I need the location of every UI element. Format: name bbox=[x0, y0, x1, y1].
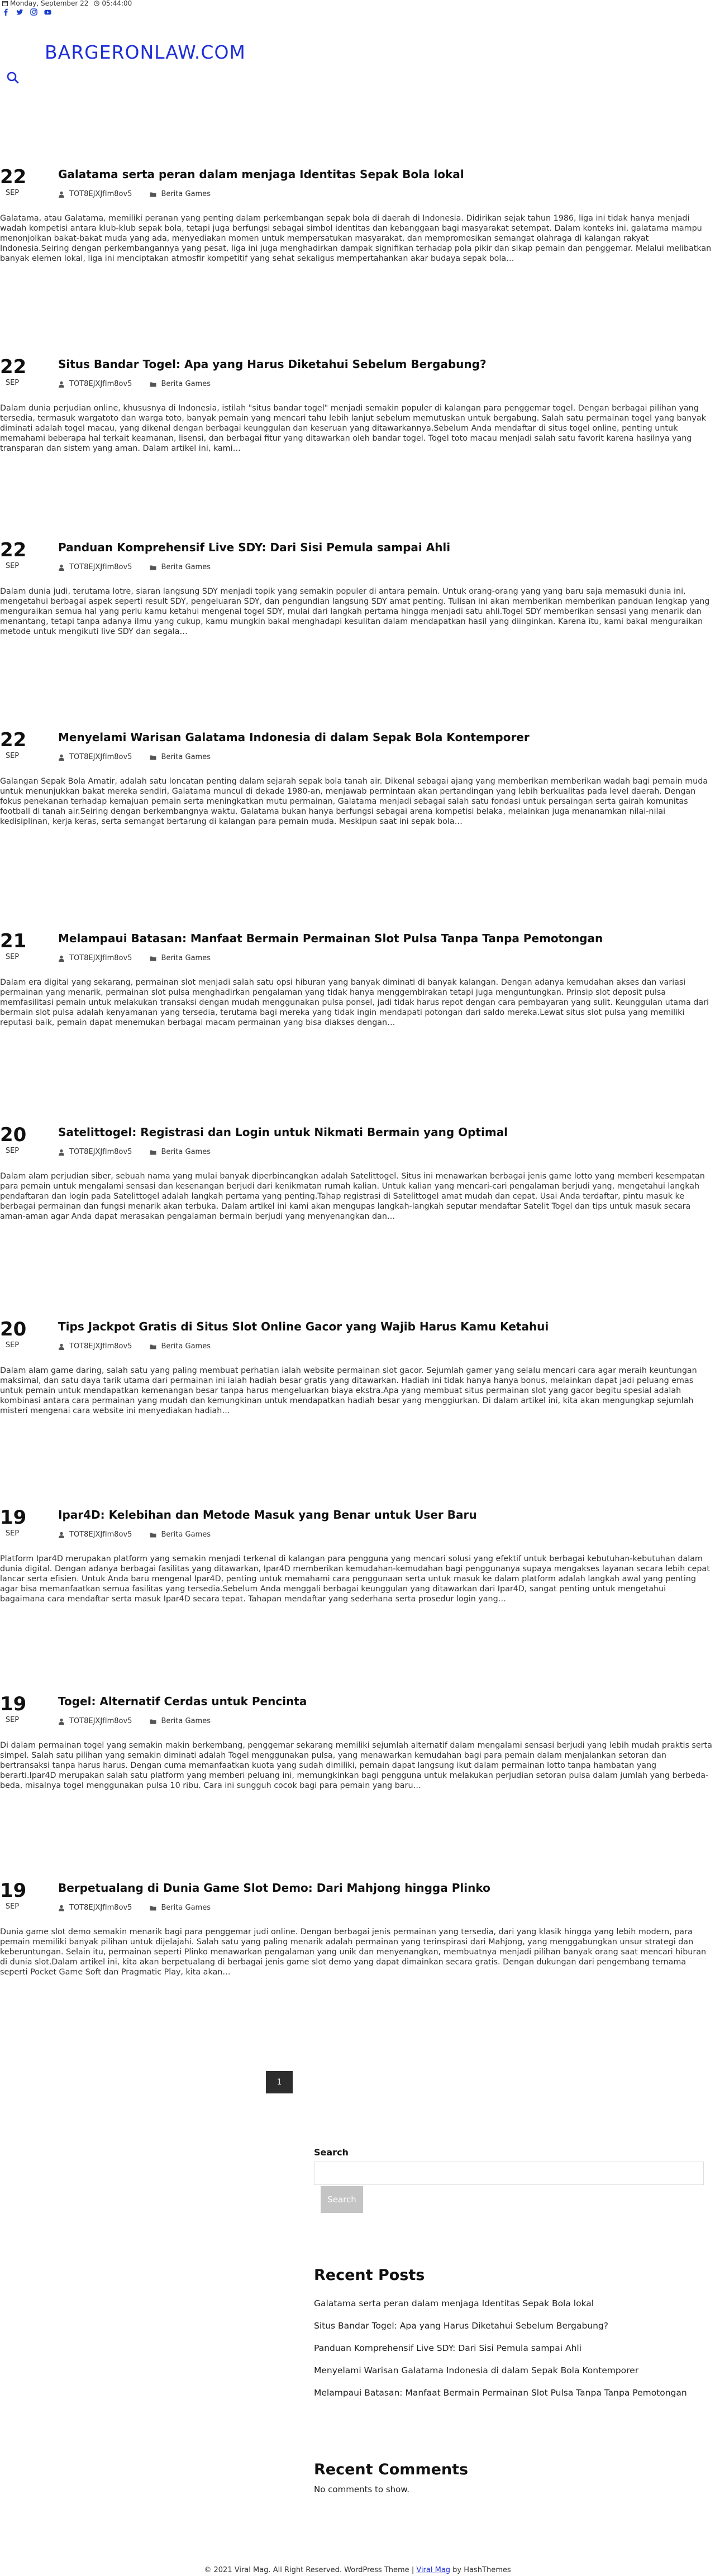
recent-post-link[interactable]: Melampaui Batasan: Manfaat Bermain Permainan Slot Pulsa Tanpa Tanpa Pemotongan bbox=[314, 2388, 687, 2398]
post-excerpt: Dalam alam game daring, salah satu yang paling membuat perhatian ialah website permainan slot gacor. Sejumlah gamer yang selalu mencari cara agar meraih keuntungan maksimal, dan satu daya tarik utama dari permainan ini ialah hadiah besar gratis yang ditawarkan. Hadiah ini tidak hanya hanya bonus, melainkan dapat jadi peluang emas untuk pemain untuk mendapatkan kemenangan besar tanpa harus mengeluarkan biaya ekstra.Apa yang membuat situs permainan slot yang gacor begitu spesial adalah kombinasi antara cara permainan yang mudah dan kemungkinan untuk mendapatkan hadiah besar yang menggiurkan. Di dalam artikel ini, kita akan mengungkap sejumlah misteri mengenai cara website ini menyediakan hadiah… bbox=[0, 1366, 697, 1415]
folder-icon bbox=[150, 1343, 156, 1350]
post-author[interactable] bbox=[58, 1148, 132, 1156]
twitter-icon[interactable] bbox=[16, 8, 23, 16]
folder-icon bbox=[150, 564, 156, 571]
post-date-day: 19 bbox=[0, 1693, 27, 1715]
post-meta bbox=[58, 1148, 211, 1156]
post-author-name: TOT8EJXJfIm8ov5 bbox=[69, 1342, 132, 1351]
folder-icon bbox=[150, 1718, 156, 1725]
post-title[interactable]: Togel: Alternatif Cerdas untuk Pencinta bbox=[58, 1695, 307, 1708]
post-meta bbox=[58, 1904, 211, 1912]
instagram-icon[interactable] bbox=[30, 8, 37, 16]
folder-icon bbox=[150, 381, 156, 388]
footer-by: by HashThemes bbox=[450, 2566, 511, 2574]
post-date-day: 20 bbox=[0, 1124, 27, 1146]
post-date-day: 22 bbox=[0, 729, 27, 751]
youtube-icon[interactable] bbox=[44, 8, 51, 16]
user-icon bbox=[58, 1343, 65, 1350]
post-title[interactable]: Panduan Komprehensif Live SDY: Dari Sisi Pemula sampai Ahli bbox=[58, 541, 451, 554]
folder-icon bbox=[150, 754, 156, 761]
post-meta bbox=[58, 563, 211, 571]
date-time-row bbox=[2, 0, 715, 7]
post-author-name: TOT8EJXJfIm8ov5 bbox=[69, 563, 132, 571]
post-category[interactable] bbox=[150, 1148, 211, 1156]
facebook-icon[interactable] bbox=[2, 8, 9, 16]
recent-post-link[interactable]: Menyelami Warisan Galatama Indonesia di dalam Sepak Bola Kontemporer bbox=[314, 2365, 639, 2375]
post-date-month: SEP bbox=[5, 562, 20, 570]
post-author[interactable] bbox=[58, 1530, 132, 1539]
post-date bbox=[0, 357, 25, 387]
post-date bbox=[0, 541, 25, 570]
folder-icon bbox=[150, 1905, 156, 1911]
post-author-name: TOT8EJXJfIm8ov5 bbox=[69, 1717, 132, 1725]
post-author-name: TOT8EJXJfIm8ov5 bbox=[69, 1530, 132, 1539]
post-category-name: Berita Games bbox=[161, 190, 211, 198]
user-icon bbox=[58, 955, 65, 962]
search-input[interactable] bbox=[314, 2162, 704, 2185]
search-icon[interactable] bbox=[6, 70, 20, 85]
post-title[interactable]: Situs Bandar Togel: Apa yang Harus Diketahui Sebelum Bergabung? bbox=[58, 357, 487, 371]
post-date-month: SEP bbox=[5, 1902, 20, 1911]
post-meta bbox=[58, 753, 211, 761]
post-date bbox=[0, 168, 25, 197]
folder-icon bbox=[150, 1149, 156, 1156]
post-author[interactable] bbox=[58, 380, 132, 388]
post-author[interactable] bbox=[58, 1904, 132, 1912]
post-title[interactable]: Melampaui Batasan: Manfaat Bermain Permainan Slot Pulsa Tanpa Tanpa Pemotongan bbox=[58, 932, 603, 945]
post-category[interactable] bbox=[150, 1904, 211, 1912]
post-category-name: Berita Games bbox=[161, 1717, 211, 1725]
footer-theme-link[interactable]: Viral Mag bbox=[416, 2566, 451, 2574]
post-date bbox=[0, 1320, 25, 1349]
footer bbox=[0, 2566, 715, 2574]
user-icon bbox=[58, 1149, 65, 1156]
post-meta bbox=[58, 1717, 211, 1725]
recent-post-link[interactable]: Galatama serta peran dalam menjaga Identitas Sepak Bola lokal bbox=[314, 2298, 594, 2308]
post-date-day: 22 bbox=[0, 539, 27, 561]
post-author[interactable] bbox=[58, 954, 132, 962]
post-author-name: TOT8EJXJfIm8ov5 bbox=[69, 190, 132, 198]
post-date-month: SEP bbox=[5, 189, 20, 197]
post-date bbox=[0, 731, 25, 760]
recent-posts-list bbox=[314, 2297, 687, 2408]
post-date-day: 19 bbox=[0, 1506, 27, 1529]
post-date bbox=[0, 1695, 25, 1724]
post-author[interactable] bbox=[58, 1342, 132, 1351]
post-date-day: 22 bbox=[0, 166, 27, 188]
post-author-name: TOT8EJXJfIm8ov5 bbox=[69, 1148, 132, 1156]
post-date bbox=[0, 1508, 25, 1538]
post-excerpt: Platform Ipar4D merupakan platform yang semakin menjadi terkenal di kalangan para pengguna yang mencari solusi yang efektif untuk berbagai kebutuhan-kebutuhan dalam dunia digital. Dengan adanya berbagai fasilitas yang ditawarkan, Ipar4D memberikan kemudahan-kemudahan bagi penggunanya supaya mengakses layanan secara lebih cepat lancar serta efisien. Untuk Anda baru mengenal Ipar4D, penting untuk memahami cara penggunaan serta untuk masuk ke dalam platform adalah langkah awal yang penting agar bisa memanfaatkan semua fasilitas yang tersedia.Sebelum Anda menggali berbagai keunggulan yang ditawarkan dari Ipar4D, sangat penting untuk mengetahui bagaimana cara mendaftar serta masuk Ipar4D secara tepat. Tahapan mendaftar yang sederhana serta prosedur login yang… bbox=[0, 1554, 710, 1604]
post-author[interactable] bbox=[58, 190, 132, 198]
post-date-day: 19 bbox=[0, 1879, 27, 1902]
post-date-month: SEP bbox=[5, 379, 20, 387]
folder-icon bbox=[150, 1532, 156, 1538]
post-meta bbox=[58, 190, 211, 198]
time-text: 05:44:00 bbox=[102, 0, 132, 7]
post-date-month: SEP bbox=[5, 1341, 20, 1349]
folder-icon bbox=[150, 955, 156, 962]
post-category-name: Berita Games bbox=[161, 1342, 211, 1351]
post-author[interactable] bbox=[58, 753, 132, 761]
post-date-month: SEP bbox=[5, 1529, 20, 1538]
post-date bbox=[0, 1881, 25, 1911]
recent-post-link[interactable]: Panduan Komprehensif Live SDY: Dari Sisi Pemula sampai Ahli bbox=[314, 2343, 582, 2353]
user-icon bbox=[58, 191, 65, 198]
post-category[interactable] bbox=[150, 1342, 211, 1351]
post-category[interactable] bbox=[150, 753, 211, 761]
post-author-name: TOT8EJXJfIm8ov5 bbox=[69, 753, 132, 761]
post-meta bbox=[58, 1342, 211, 1351]
post-date-month: SEP bbox=[5, 1147, 20, 1155]
post-author-name: TOT8EJXJfIm8ov5 bbox=[69, 1904, 132, 1912]
date bbox=[2, 0, 88, 7]
post-excerpt: Dalam alam perjudian siber, sebuah nama yang mulai banyak diperbincangkan adalah Satelittogel. Situs ini menawarkan berbagai jenis game lotto yang memberi kesempatan para pemain untuk mengalami sensasi dan kesenangan berjudi dari kenikmatan rumah kalian. Untuk kalian yang mencari-cari pengalaman berjudi yang, mengetahui langkah pendaftaran dan login pada Satelittogel adalah langkah pertama yang penting.Tahap registrasi di Satelittogel amat mudah dan cepat. Usai Anda terdaftar, pintu masuk ke berbagai permainan dan fungsi menarik akan terbuka. Dalam artikel ini kami akan mengupas langkah-langkah seputar mendaftar Satelit Togel dan tips untuk masuk secara aman-aman agar Anda dapat merasakan pengalaman bermain berjudi yang menyenangkan dan… bbox=[0, 1172, 705, 1221]
post-category[interactable] bbox=[150, 380, 211, 388]
post-category-name: Berita Games bbox=[161, 380, 211, 388]
time bbox=[94, 0, 132, 7]
post-author-name: TOT8EJXJfIm8ov5 bbox=[69, 380, 132, 388]
user-icon bbox=[58, 1718, 65, 1725]
post-title[interactable]: Ipar4D: Kelebihan dan Metode Masuk yang Benar untuk User Baru bbox=[58, 1508, 477, 1521]
recent-comments-title: Recent Comments bbox=[314, 2461, 469, 2478]
post-category[interactable] bbox=[150, 563, 211, 571]
no-comments-text: No comments to show. bbox=[314, 2484, 409, 2494]
post-date-month: SEP bbox=[5, 752, 20, 760]
post-category-name: Berita Games bbox=[161, 954, 211, 962]
post-title[interactable]: Berpetualang di Dunia Game Slot Demo: Dari Mahjong hingga Plinko bbox=[58, 1881, 490, 1895]
post-meta bbox=[58, 380, 211, 388]
recent-posts-title: Recent Posts bbox=[314, 2267, 425, 2284]
post-author-name: TOT8EJXJfIm8ov5 bbox=[69, 954, 132, 962]
pagination-current-page[interactable]: 1 bbox=[266, 2071, 293, 2093]
post-date-month: SEP bbox=[5, 953, 20, 961]
post-category-name: Berita Games bbox=[161, 1148, 211, 1156]
date-text: Monday, September 22 bbox=[10, 0, 89, 7]
post-date bbox=[0, 932, 25, 961]
post-date-month: SEP bbox=[5, 1716, 20, 1724]
post-category-name: Berita Games bbox=[161, 753, 211, 761]
user-icon bbox=[58, 1905, 65, 1911]
post-category-name: Berita Games bbox=[161, 1530, 211, 1539]
post-category[interactable] bbox=[150, 954, 211, 962]
post-title[interactable]: Tips Jackpot Gratis di Situs Slot Online Gacor yang Wajib Harus Kamu Ketahui bbox=[58, 1320, 549, 1333]
post-author[interactable] bbox=[58, 563, 132, 571]
post-title[interactable]: Satelittogel: Registrasi dan Login untuk Nikmati Bermain yang Optimal bbox=[58, 1125, 508, 1139]
social-links bbox=[2, 8, 715, 16]
post-date-day: 22 bbox=[0, 356, 27, 378]
post-title[interactable]: Galatama serta peran dalam menjaga Identitas Sepak Bola lokal bbox=[58, 168, 464, 181]
post-meta bbox=[58, 954, 211, 962]
post-category-name: Berita Games bbox=[161, 563, 211, 571]
post-title[interactable]: Menyelami Warisan Galatama Indonesia di dalam Sepak Bola Kontemporer bbox=[58, 731, 530, 744]
post-date bbox=[0, 1125, 25, 1155]
post-category[interactable] bbox=[150, 1530, 211, 1539]
recent-post-link[interactable]: Situs Bandar Togel: Apa yang Harus Diketahui Sebelum Bergabung? bbox=[314, 2321, 608, 2331]
post-date-day: 21 bbox=[0, 930, 27, 952]
post-excerpt: Dunia game slot demo semakin menarik bagi para penggemar judi online. Dengan berbagai jenis permainan yang tersedia, dari yang klasik hingga yang lebih modern, para pemain memiliki banyak pilihan untuk dijelajahi. Salah satu yang paling menarik adalah permainan yang terinspirasi dari Mahjong, yang menggabungkan unsur strategi dan keberuntungan. Selain itu, permainan seperti Plinko menawarkan pengalaman yang unik dan menyenangkan, membuatnya menjadi pilihan banyak orang saat mencari hiburan di dunia slot.Dalam artikel ini, kita akan berpetualang di berbagai jenis game slot demo yang dapat dimainkan secara gratis. Dengan dukungan dari pengembang ternama seperti Pocket Game Soft dan Pragmatic Play, kita akan… bbox=[0, 1928, 707, 1977]
user-icon bbox=[58, 1532, 65, 1538]
post-excerpt: Di dalam permainan togel yang semakin makin berkembang, penggemar sekarang memiliki sejumlah alternatif dalam mengalami sensasi berjudi yang lebih mudah praktis serta simpel. Salah satu pilihan yang semakin diminati adalah Togel menggunakan pulsa, yang menawarkan kemudahan bagi para pemain dalam menjalankan setoran dan bertransaksi tanpa harus harus. Dengan cuma memanfaatkan kuota yang sudah dimiliki, pemain dapat langsung ikut dalam permainan lotto tanpa hambatan yang berarti.Ipar4D merupakan salah satu platform yang memberi peluang ini, memungkinkan bagi pengguna untuk melakukan perjudian setoran pulsa dalam jumlah yang berbeda-beda, misalnya togel menggunakan pulsa 10 ribu. Cara ini sungguh cocok bagi para pemain yang baru… bbox=[0, 1741, 712, 1790]
top-bar bbox=[0, 0, 715, 15]
post-meta bbox=[58, 1530, 211, 1539]
search-widget-title: Search bbox=[314, 2147, 349, 2158]
user-icon bbox=[58, 564, 65, 571]
site-title[interactable]: BARGERONLAW.COM bbox=[45, 41, 246, 63]
post-excerpt: Dalam dunia judi, terutama lotre, siaran langsung SDY menjadi topik yang semakin populer di antara pemain. Untuk orang-orang yang yang baru saja memasuki dunia ini, mengetahui berbagai aspek seperti result SDY, pengeluaran SDY, dan pengundian langsung SDY amat penting. Tulisan ini akan memberikan memberikan panduan lengkap yang menguraikan semua hal yang perlu kamu ketahui mengenai togel SDY, mulai dari langkah pertama hingga menjadi satu ahli.Togel SDY memberikan sensasi yang menarik dan menantang, tetapi tanpa adanya ilmu yang cukup, kamu mungkin bakal menghadapi kesulitan dalam mendapatkan hasil yang diinginkan. Karena itu, kami bakal menguraikan metode untuk mengikuti live SDY dan segala… bbox=[0, 587, 710, 636]
post-excerpt: Dalam era digital yang sekarang, permainan slot menjadi salah satu opsi hiburan yang banyak diminati di banyak kalangan. Dengan adanya kemudahan akses dan variasi permainan yang menarik, permainan slot pulsa menghadirkan pengalaman yang tidak hanya menggembirakan tetapi juga menguntungkan. Prinsip slot deposit pulsa memfasilitasi pemain untuk melakukan transaksi dengan mudah menggunakan pulsa ponsel, jadi tidak harus repot dengan cara pembayaran yang sulit. Keunggulan utama dari bermain slot pulsa adalah kenyamanan yang tersedia, terutama bagi mereka yang tidak ingin mendapati potongan dari saldo mereka.Lewat situs slot pulsa yang memiliki reputasi baik, pemain dapat menemukan berbagai macam permainan yang bisa diakses dengan… bbox=[0, 978, 709, 1027]
post-excerpt: Dalam dunia perjudian online, khususnya di Indonesia, istilah "situs bandar togel" menjadi semakin populer di kalangan para penggemar togel. Dengan berbagai pilihan yang tersedia, termasuk wargatoto dan warga toto, banyak pemain yang mencari tahu lebih lanjut sebelum memutuskan untuk bergabung. Salah satu permainan togel yang banyak diminati adalah togel macau, yang dikenal dengan berbagai keunggulan dan keseruan yang ditawarkannya.Sebelum Anda mendaftar di situs togel online, penting untuk memahami beberapa hal terkait keamanan, lisensi, dan berbagai fitur yang ditawarkan oleh bandar togel. Togel toto macau menjadi salah satu favorit karena hasilnya yang transparan dan sistem yang aman. Dalam artikel ini, kami… bbox=[0, 404, 706, 453]
post-date-day: 20 bbox=[0, 1318, 27, 1341]
footer-copyright: © 2021 Viral Mag. All Right Reserved. WordPress Theme | bbox=[204, 2566, 417, 2574]
user-icon bbox=[58, 381, 65, 388]
post-excerpt: Galatama, atau Galatama, memiliki peranan yang penting dalam perkembangan sepak bola di daerah di Indonesia. Didirikan sejak tahun 1986, liga ini tidak hanya menjadi wadah kompetisi antara klub-klub sepak bola, tetapi juga berfungsi sebagai simbol identitas dan kebanggaan bagi masyarakat setempat. Dalam konteks ini, galatama mampu menonjolkan bakat-bakat muda yang ada, menyediakan momen untuk mempersatukan masyarakat, dan mempromosikan semangat olahraga di kalangan rakyat Indonesia.Seiring dengan perkembangannya yang pesat, liga ini juga menghadirkan dampak signifikan terhadap pola pikir dan sikap pemain dan penggemar. Melalui melibatkan banyak elemen lokal, liga ini menciptakan atmosfir kompetitif yang sehat sekaligus mempertahankan akar budaya sepak bola… bbox=[0, 214, 712, 263]
post-category[interactable] bbox=[150, 1717, 211, 1725]
post-author[interactable] bbox=[58, 1717, 132, 1725]
post-category-name: Berita Games bbox=[161, 1904, 211, 1912]
search-button[interactable]: Search bbox=[321, 2186, 363, 2213]
calendar-icon bbox=[2, 1, 8, 6]
folder-icon bbox=[150, 191, 156, 198]
post-category[interactable] bbox=[150, 190, 211, 198]
post-excerpt: Galangan Sepak Bola Amatir, adalah satu loncatan penting dalam sejarah sepak bola tanah air. Dikenal sebagai ajang yang memberikan memberikan wadah bagi pemain muda untuk menunjukkan bakat mereka sendiri, Galatama muncul di dekade 1980-an, menjawab permintaan akan pertandingan yang lebih berkualitas pada level daerah. Dengan fokus penekanan terhadap kemajuan pemain serta meningkatkan mutu permainan, Galatama menjadi sebagai salah satu fondasi untuk persaingan serta gairah komunitas football di tanah air.Seiring dengan berkembangnya waktu, Galatama bukan hanya berfungsi sebagai arena kompetisi belaka, melainkan juga menanamkan nilai-nilai kedisiplinan, kerja keras, serta semangat bertarung di kalangan para pemain muda. Meskipun saat ini sepak bola… bbox=[0, 777, 708, 826]
user-icon bbox=[58, 754, 65, 761]
clock-icon bbox=[94, 1, 99, 6]
